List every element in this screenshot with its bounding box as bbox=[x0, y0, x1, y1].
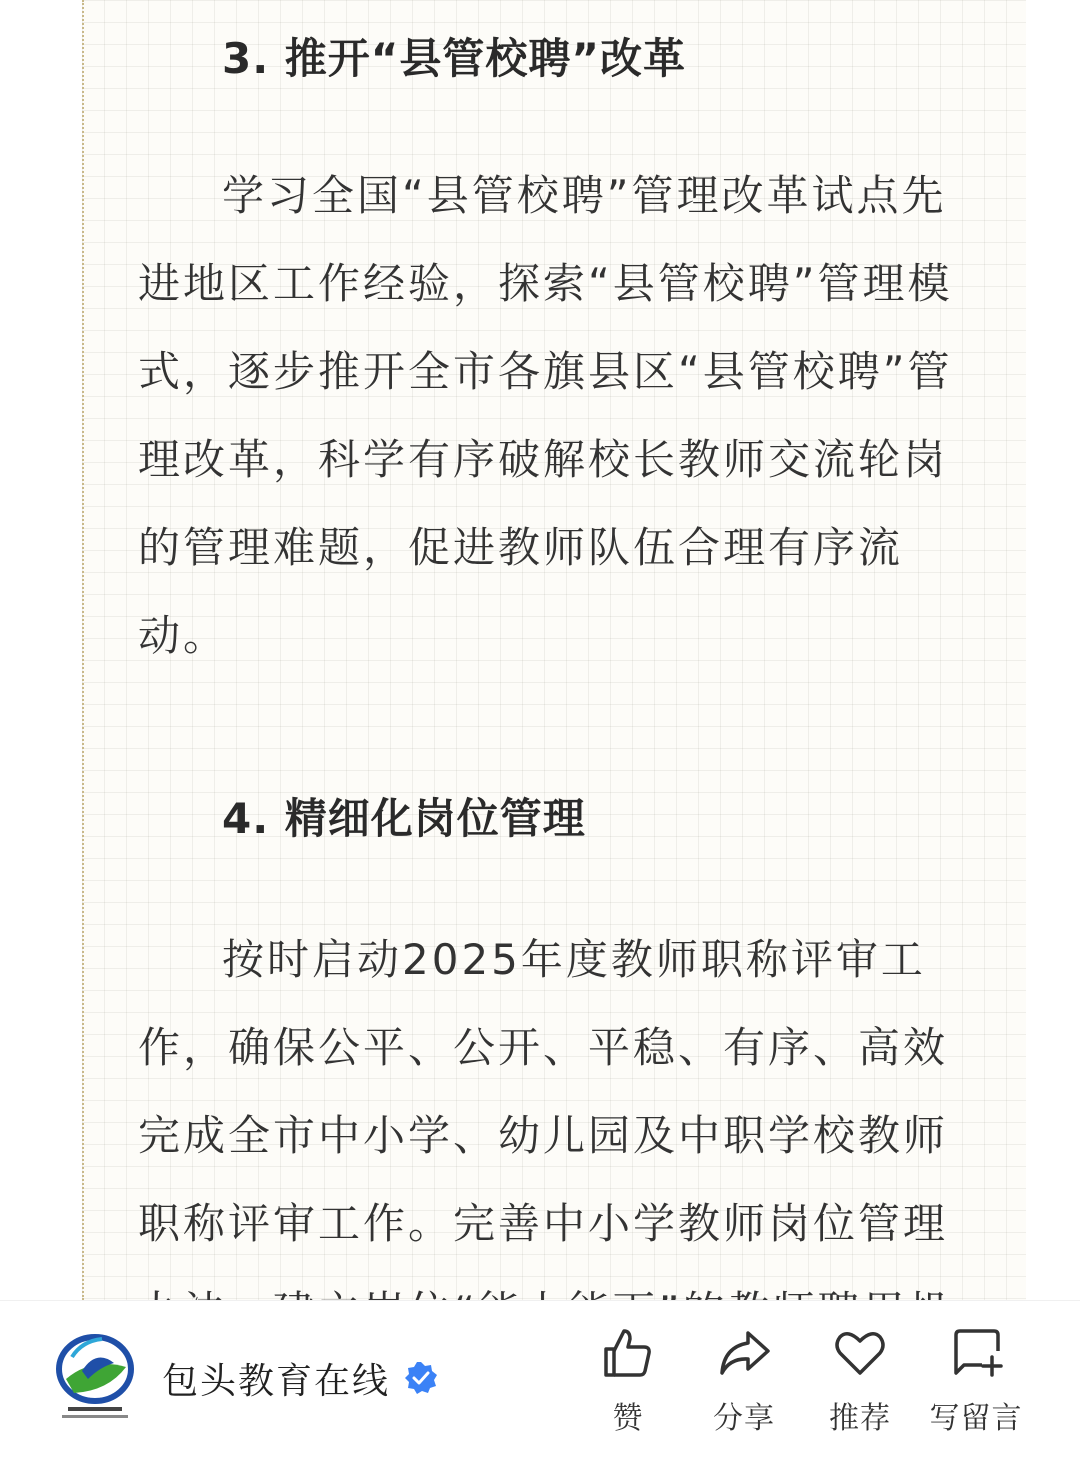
section-heading-4: 4. 精细化岗位管理 bbox=[222, 794, 586, 843]
recommend-label: 推荐 bbox=[829, 1401, 891, 1436]
write-comment-label: 写留言 bbox=[929, 1401, 1023, 1436]
verified-badge-icon bbox=[404, 1361, 438, 1395]
write-comment-button[interactable] bbox=[926, 1325, 1026, 1435]
share-button[interactable] bbox=[694, 1325, 794, 1435]
heart-icon bbox=[832, 1325, 888, 1381]
thumbs-up-icon bbox=[600, 1325, 656, 1381]
section-paragraph-4: 按时启动2025年度教师职称评审工作，确保公平、公开、平稳、有序、高效完成全市中小学、幼儿园及中职学校教师职称评审工作。完善中小学教师岗位管理 bbox=[138, 935, 949, 1248]
recommend-button[interactable] bbox=[810, 1325, 910, 1435]
share-icon bbox=[716, 1325, 772, 1381]
share-label: 分享 bbox=[713, 1401, 775, 1436]
like-button[interactable] bbox=[578, 1325, 678, 1435]
paper-dotted-border bbox=[82, 0, 84, 1300]
like-label: 赞 bbox=[612, 1401, 644, 1436]
baotou-education-logo-icon[interactable] bbox=[52, 1327, 138, 1423]
comment-add-icon bbox=[948, 1325, 1004, 1381]
account-name[interactable]: 包头教育在线 bbox=[162, 1361, 391, 1402]
section-paragraph-3: 学习全国“县管校聘”管理改革试点先进地区工作经验，探索“县管校聘”管理模式，逐步推开全市各旗县区“县管校聘”管理改革，科学有序破解校长教师交流轮岗的管理难题，促进教师队伍合理有序流动。 bbox=[138, 171, 953, 660]
bottom-action-bar bbox=[0, 1300, 1080, 1459]
section-heading-3: 3. 推开“县管校聘”改革 bbox=[222, 34, 687, 83]
article-paper bbox=[82, 0, 1026, 1300]
